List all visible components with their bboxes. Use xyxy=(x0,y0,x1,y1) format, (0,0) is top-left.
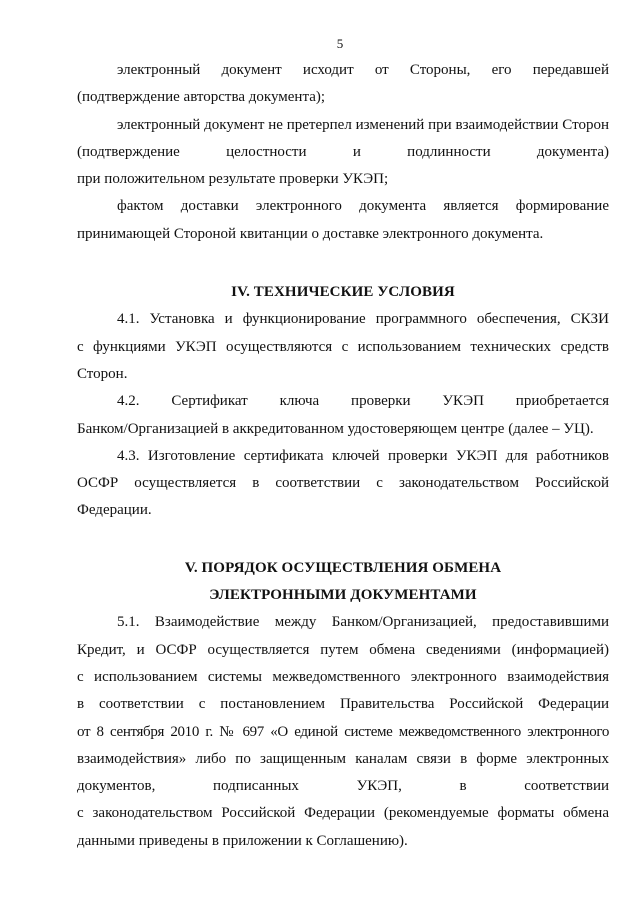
text-line: электронный документ не претерпел изменений при взаимодействии Сторон xyxy=(117,116,609,133)
text-line: 4.3. Изготовление сертификата ключей проверки УКЭП для работников xyxy=(117,447,609,464)
text-line: от 8 сентября 2010 г. № 697 «О единой системе межведомственного электронного xyxy=(77,723,609,740)
text-line: с законодательством Российской Федерации (рекомендуемые форматы обмена xyxy=(77,805,609,822)
intro-paragraph-delivery xyxy=(77,193,609,248)
text-line: (подтверждение целостности и подлинности документа) xyxy=(77,143,609,160)
text-line: с функциями УКЭП осуществляются с использованием технических средств xyxy=(77,338,609,355)
section-5-heading-line-1: V. ПОРЯДОК ОСУЩЕСТВЛЕНИЯ ОБМЕНА xyxy=(184,559,502,576)
text-line: Кредит, и ОСФР осуществляется путем обмена сведениями (информацией) xyxy=(77,641,609,658)
text-line: 4.2. Сертификат ключа проверки УКЭП приобретается xyxy=(117,393,609,410)
section-spacer xyxy=(77,525,609,555)
section-4-heading: IV. ТЕХНИЧЕСКИЕ УСЛОВИЯ xyxy=(231,284,455,301)
text-line: данными приведены в приложении к Соглашению). xyxy=(77,832,408,849)
section-spacer xyxy=(77,248,609,279)
paragraph-4-1 xyxy=(77,306,609,388)
text-line: электронный документ исходит от Стороны, его передавшей xyxy=(117,62,609,78)
text-line: (подтверждение авторства документа); xyxy=(77,89,326,106)
document-body xyxy=(77,57,609,855)
text-line: Сторон. xyxy=(77,365,128,382)
text-line: в соответствии с постановлением Правительства Российской Федерации xyxy=(77,696,609,713)
text-line: 5.1. Взаимодействие между Банком/Организацией, предоставившими xyxy=(117,614,609,631)
text-line: с использованием системы межведомственного электронного взаимодействия xyxy=(77,668,609,685)
intro-paragraph-authorship xyxy=(77,57,609,112)
paragraph-5-1 xyxy=(77,609,609,855)
text-line: взаимодействия» либо по защищенным каналам связи в форме электронных xyxy=(77,750,609,767)
text-line: 4.1. Установка и функционирование программного обеспечения, СКЗИ xyxy=(117,311,609,328)
intro-paragraph-integrity xyxy=(77,112,609,194)
text-line: фактом доставки электронного документа является формирование xyxy=(117,198,609,215)
text-line: Федерации. xyxy=(77,502,152,519)
text-line: документов, подписанных УКЭП, в соответствии xyxy=(77,778,609,795)
page-number: 5 xyxy=(336,36,344,51)
section-5-heading-line-2: ЭЛЕКТРОННЫМИ ДОКУМЕНТАМИ xyxy=(209,587,477,604)
text-line: ОСФР осуществляется в соответствии с законодательством Российской xyxy=(77,475,609,492)
text-line: Банком/Организацией в аккредитованном удостоверяющем центре (далее – УЦ). xyxy=(77,420,594,437)
text-line: принимающей Стороной квитанции о доставке электронного документа. xyxy=(77,225,544,242)
text-line: при положительном результате проверки УКЭП; xyxy=(77,171,389,188)
paragraph-4-2 xyxy=(77,388,609,443)
paragraph-4-3 xyxy=(77,443,609,525)
